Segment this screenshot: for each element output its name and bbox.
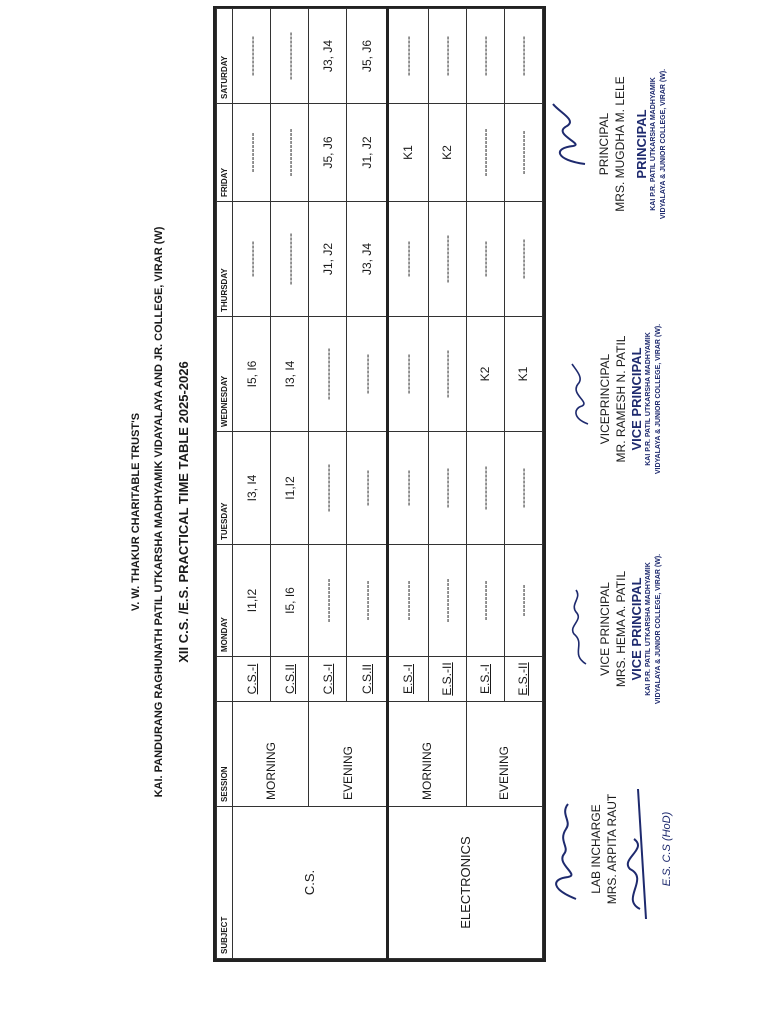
session-cs-morning: MORNING bbox=[233, 702, 309, 807]
class-cell: E.S.-I bbox=[466, 657, 504, 702]
col-header-wednesday: WEDNESDAY bbox=[217, 317, 233, 432]
slot-cell: I5, I6 bbox=[271, 545, 309, 657]
signature-scrawl-icon bbox=[545, 44, 591, 244]
slot-cell: ---------- bbox=[428, 432, 466, 545]
stamp-title: VICE PRINCIPAL bbox=[629, 577, 644, 681]
signature-role: VICEPRINCIPAL bbox=[598, 353, 612, 445]
slot-cell: --------- bbox=[387, 432, 428, 545]
slot-cell: ---------- bbox=[504, 432, 542, 545]
slot-cell: ------------ bbox=[309, 432, 347, 545]
initials-scrawl-icon bbox=[620, 759, 654, 939]
table-row bbox=[387, 9, 428, 959]
slot-cell: J5, J6 bbox=[309, 104, 347, 202]
table-row bbox=[233, 9, 271, 959]
col-header-tuesday: TUESDAY bbox=[217, 432, 233, 545]
signature-lab-incharge bbox=[566, 759, 675, 939]
slot-cell: K1 bbox=[504, 317, 542, 432]
slot-cell: ------------ bbox=[271, 9, 309, 104]
slot-cell: J5, J6 bbox=[347, 9, 388, 104]
slot-cell: ---------- bbox=[504, 9, 542, 104]
class-cell: C.S.II bbox=[271, 657, 309, 702]
slot-cell: J3, J4 bbox=[347, 202, 388, 317]
slot-cell: ---------- bbox=[233, 104, 271, 202]
stamp-title: PRINCIPAL bbox=[634, 109, 649, 179]
slot-cell: ----------- bbox=[466, 432, 504, 545]
stamp-line: VIDYALAYA & JUNIOR COLLEGE, VIRAR (W). bbox=[655, 323, 662, 475]
signature-scrawl-icon bbox=[566, 304, 592, 494]
stamp-line: KAI P.R. PATIL UTKARSHA MADHYAMIK bbox=[645, 562, 652, 696]
trust-name: V. W. THAKUR CHARITABLE TRUST'S bbox=[130, 412, 142, 612]
stamp-line: KAI P.R. PATIL UTKARSHA MADHYAMIK bbox=[645, 332, 652, 466]
slot-cell: ---------- bbox=[233, 9, 271, 104]
signature-vice-principal-2 bbox=[566, 304, 664, 494]
slot-cell: I5, I6 bbox=[233, 317, 271, 432]
slot-cell: ---------- bbox=[347, 545, 388, 657]
col-header-class bbox=[217, 657, 233, 702]
slot-cell: ---------- bbox=[387, 545, 428, 657]
subject-cs: C.S. bbox=[233, 807, 388, 959]
session-es-evening: EVENING bbox=[466, 702, 542, 807]
slot-cell: ---------- bbox=[387, 9, 428, 104]
slot-cell: ---------- bbox=[466, 545, 504, 657]
slot-cell: ------------- bbox=[271, 202, 309, 317]
slot-cell: --------- bbox=[387, 202, 428, 317]
slot-cell: --------- bbox=[347, 432, 388, 545]
timetable-table bbox=[216, 8, 543, 959]
slot-cell: I3, I4 bbox=[271, 317, 309, 432]
slot-cell: -------- bbox=[504, 545, 542, 657]
slot-cell: ---------- bbox=[347, 317, 388, 432]
signature-name: MRS. ARPITA RAUT bbox=[605, 793, 619, 905]
col-header-monday: MONDAY bbox=[217, 545, 233, 657]
slot-cell: K1 bbox=[387, 104, 428, 202]
college-name: KAI. PANDURANG RAGHUNATH PATIL UTKARSHA MADHYAMIK VIDAYALAYA AND JR. COLLEGE, VIRAR (W) bbox=[153, 226, 165, 798]
slot-cell: ----------- bbox=[504, 104, 542, 202]
slot-cell: J1, J2 bbox=[309, 202, 347, 317]
class-cell: C.S.-I bbox=[233, 657, 271, 702]
slot-cell: K2 bbox=[428, 104, 466, 202]
slot-cell: ------------ bbox=[271, 104, 309, 202]
slot-cell: ---------- bbox=[504, 202, 542, 317]
col-header-saturday: SATURDAY bbox=[217, 9, 233, 104]
col-header-session: SESSION bbox=[217, 702, 233, 807]
slot-cell: ----------- bbox=[428, 545, 466, 657]
stamp-line: VIDYALAYA & JUNIOR COLLEGE, VIRAR (W). bbox=[660, 68, 667, 220]
slot-cell: I1,I2 bbox=[233, 545, 271, 657]
subject-electronics: ELECTRONICS bbox=[387, 807, 542, 959]
timetable-grid bbox=[213, 6, 546, 962]
slot-cell: J1, J2 bbox=[347, 104, 388, 202]
slot-cell: ---------- bbox=[428, 9, 466, 104]
signature-role: VICE PRINCIPAL bbox=[598, 582, 612, 676]
slot-cell: ------------- bbox=[309, 317, 347, 432]
header-row bbox=[217, 9, 233, 959]
signature-scrawl-icon bbox=[566, 534, 592, 724]
official-stamp bbox=[634, 44, 669, 244]
class-cell: C.S.-I bbox=[309, 657, 347, 702]
signature-role: PRINCIPAL bbox=[597, 112, 611, 176]
class-cell: E.S.-I bbox=[387, 657, 428, 702]
class-cell: E.S.-II bbox=[428, 657, 466, 702]
class-cell: E.S.-II bbox=[504, 657, 542, 702]
session-cs-evening: EVENING bbox=[309, 702, 388, 807]
official-stamp bbox=[629, 304, 664, 494]
signature-name: MRS. MUGDHA M. LELE bbox=[613, 76, 627, 212]
col-header-friday: FRIDAY bbox=[217, 104, 233, 202]
slot-cell: ------------ bbox=[466, 104, 504, 202]
stamp-line: KAI P.R. PATIL UTKARSHA MADHYAMIK bbox=[650, 77, 657, 211]
slot-cell: I3, I4 bbox=[233, 432, 271, 545]
slot-cell: --------- bbox=[233, 202, 271, 317]
slot-cell: J3, J4 bbox=[309, 9, 347, 104]
hod-note: E.S. C.S (HoD) bbox=[661, 811, 673, 887]
signature-role: LAB INCHARGE bbox=[589, 804, 603, 894]
signature-name: MRS. HEMA A. PATIL bbox=[614, 570, 628, 688]
stamp-line: VIDYALAYA & JUNIOR COLLEGE, VIRAR (W). bbox=[655, 553, 662, 705]
slot-cell: ----------- bbox=[309, 545, 347, 657]
col-header-thursday: THURSDAY bbox=[217, 202, 233, 317]
slot-cell: K2 bbox=[466, 317, 504, 432]
timetable-title: XII C.S. /E.S. PRACTICAL TIME TABLE 2025-2026 bbox=[176, 361, 191, 663]
slot-cell: ---------- bbox=[387, 317, 428, 432]
col-header-subject: SUBJECT bbox=[217, 807, 233, 959]
slot-cell: I1,I2 bbox=[271, 432, 309, 545]
official-stamp bbox=[629, 534, 664, 724]
signature-name: MR. RAMESH N. PATIL bbox=[614, 335, 628, 463]
slot-cell: --------- bbox=[466, 202, 504, 317]
class-cell: C.S.II bbox=[347, 657, 388, 702]
stamp-title: VICE PRINCIPAL bbox=[629, 347, 644, 451]
slot-cell: ---------- bbox=[466, 9, 504, 104]
slot-cell: ------------ bbox=[428, 202, 466, 317]
signature-scrawl-icon bbox=[546, 759, 586, 939]
signature-vice-principal-1 bbox=[566, 534, 664, 724]
session-es-morning: MORNING bbox=[387, 702, 466, 807]
signature-principal bbox=[545, 44, 669, 244]
slot-cell: ------------ bbox=[428, 317, 466, 432]
